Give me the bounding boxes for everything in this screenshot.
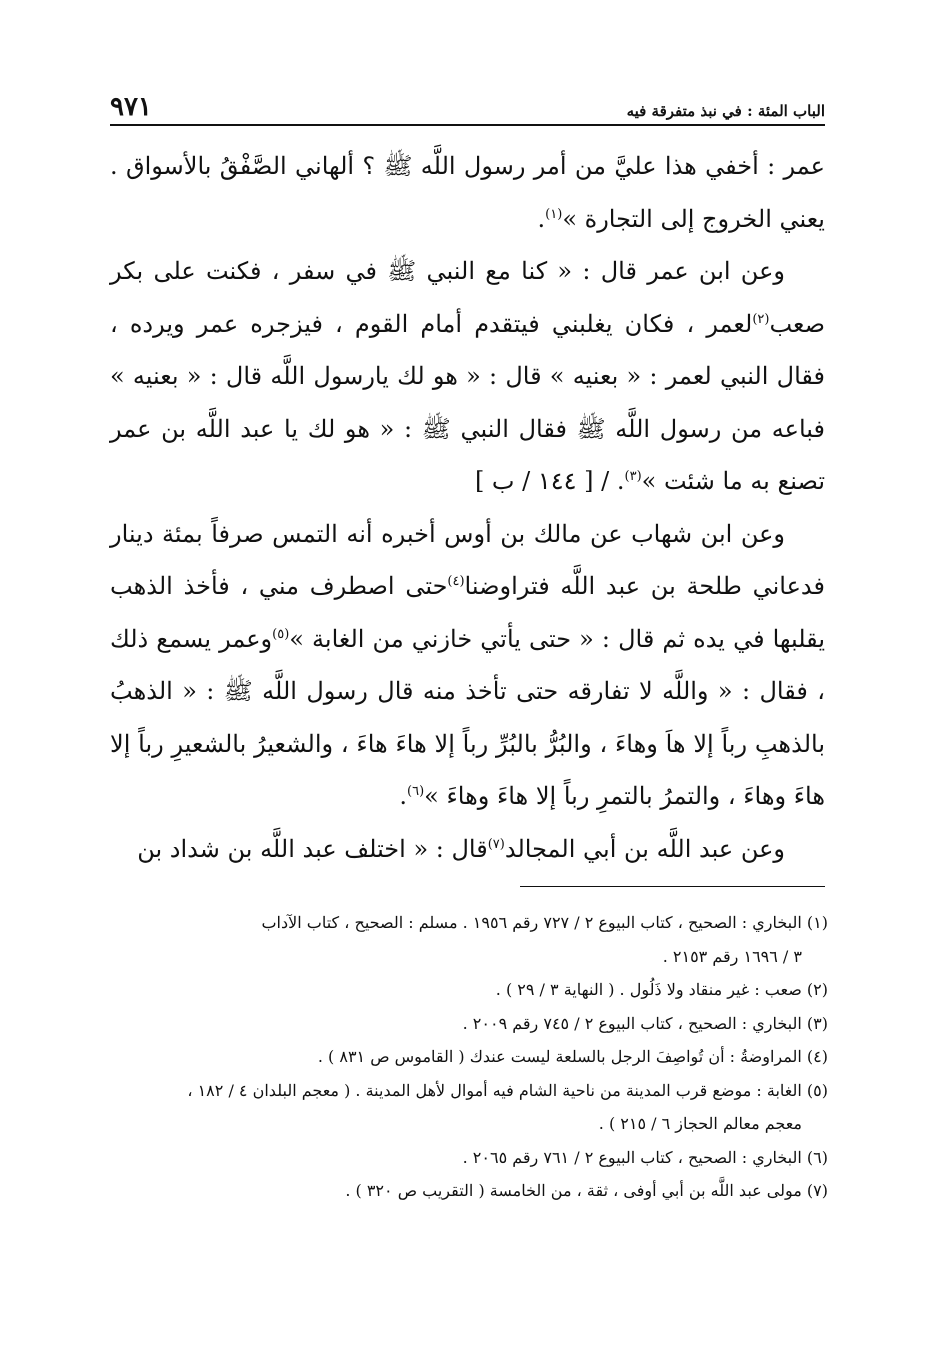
paragraph-3 — [110, 508, 825, 823]
paragraph-3-text-b: حتى اصطرف مني ، فأخذ الذهب يقلبها في يده ثم قال : « حتى يأتي خازني من الغابة » — [110, 572, 826, 653]
main-text — [110, 140, 825, 875]
footnote-4: (٤) المراوضةُ : أن تُواصِفَ الرجل بالسلعة ليست عندك ( القاموس ص ٨٣١ ) . — [317, 1047, 828, 1066]
footnote-3: (٣) البخاري : الصحيح ، كتاب البيوع ٢ / ٧٤٥ رقم ٢٠٠٩ . — [462, 1013, 828, 1033]
page-number: ٩٧١ — [110, 92, 152, 122]
paragraph-1 — [110, 140, 825, 245]
footnote-divider — [520, 886, 825, 887]
paragraph-4 — [110, 823, 825, 876]
paragraph-3-end: . — [399, 782, 408, 810]
footnote-ref-3: (٣) — [624, 469, 642, 484]
paragraph-4-text-a: وعن عبد اللَّه بن أبي المجالد — [504, 834, 785, 863]
paragraph-2-text-b: لعمر ، فكان يغلبني فيتقدم أمام القوم ، فيزجره عمر ويرده ، فقال النبي لعمر : « بعنيه » قال : « هو لك يارسول اللَّه قال : « بعنيه » فباعه من رسول اللَّه ﷺ فقال النبي ﷺ : « هو لك يا عبد اللَّه بن عمر تصنع به ما شئت » — [110, 309, 825, 495]
footnote-5: (٥) الغابة : موضع قرب المدينة من ناحية الشام فيه أموال لأهل المدينة . ( معجم البلدان ٤ / ١٨٢ ، — [187, 1080, 828, 1100]
paragraph-3-text-c: وعمر يسمع ذلك ، فقال : « واللَّه لا تفارقه حتى تأخذ منه قال رسول اللَّه ﷺ : « الذهبُ بالذهبِ رباً إلا هاَ وهاءَ ، والبُرُّ بالبُرِّ رباً إلا هاءَ هاءَ ، والشعيرُ بالشعيرِ رباً إلا هاءَ وهاءَ ، والتمرُ بالتمرِ رباً إلا هاءَ وهاءَ » — [110, 624, 825, 810]
footnote-5-continuation: معجم معالم الحجاز ٦ / ٢١٥ ) . — [598, 1114, 802, 1133]
paragraph-2-text-a: وعن ابن عمر قال : « كنا مع النبي ﷺ في سفر ، فكنت على بكر صعب — [110, 257, 825, 338]
footnote-ref-4: (٤) — [447, 574, 465, 589]
paragraph-4-text-b: قال : « اختلف عبد اللَّه بن شداد بن — [137, 834, 488, 863]
footnote-ref-5: (٥) — [272, 626, 290, 642]
footnote-1-continuation: ٣ / ١٦٩٦ رقم ٢١٥٣ . — [662, 946, 802, 966]
paragraph-1-text: عمر : أخفي هذا عليَّ من أمر رسول اللَّه ﷺ ؟ ألهاني الصَّفْقُ بالأسواق . يعني الخروج إلى التجارة » — [110, 152, 825, 233]
paragraph-3-text-a: وعن ابن شهاب عن مالك بن أوس أخبره أنه التمس صرفاً بمئة دينار فدعاني طلحة بن عبد اللَّه فتراوضنا — [110, 519, 825, 600]
page-header — [110, 88, 825, 126]
footnotes — [112, 906, 828, 1208]
footnote-1: (١) البخاري : الصحيح ، كتاب البيوع ٢ / ٧٢٧ رقم ١٩٥٦ . مسلم : الصحيح ، كتاب الآداب — [261, 913, 828, 932]
footnote-7: (٧) مولى عبد اللَّه بن أبي أوفى ، ثقة ، من الخامسة ( التقريب ص ٣٢٠ ) . — [345, 1181, 828, 1200]
footnote-6: (٦) البخاري : الصحيح ، كتاب البيوع ٢ / ٧٦١ رقم ٢٠٦٥ . — [462, 1147, 828, 1167]
footnote-ref-7: (٧) — [487, 836, 505, 852]
footnote-2: (٢) صعب : غير منقاد ولا ذَلُول . ( النهاية ٣ / ٢٩ ) . — [495, 980, 828, 999]
paragraph-2 — [110, 245, 825, 508]
footnote-ref-1: (١) — [545, 206, 563, 222]
paragraph-2-text-c: . / [ ١٤٤ / ب ] — [474, 467, 625, 495]
footnote-ref-6: (٦) — [407, 784, 425, 799]
footnote-ref-2: (٢) — [752, 311, 770, 327]
running-title: الباب المئة : في نبذ متفرقة فيه — [626, 102, 825, 120]
paragraph-1-end: . — [537, 204, 546, 233]
